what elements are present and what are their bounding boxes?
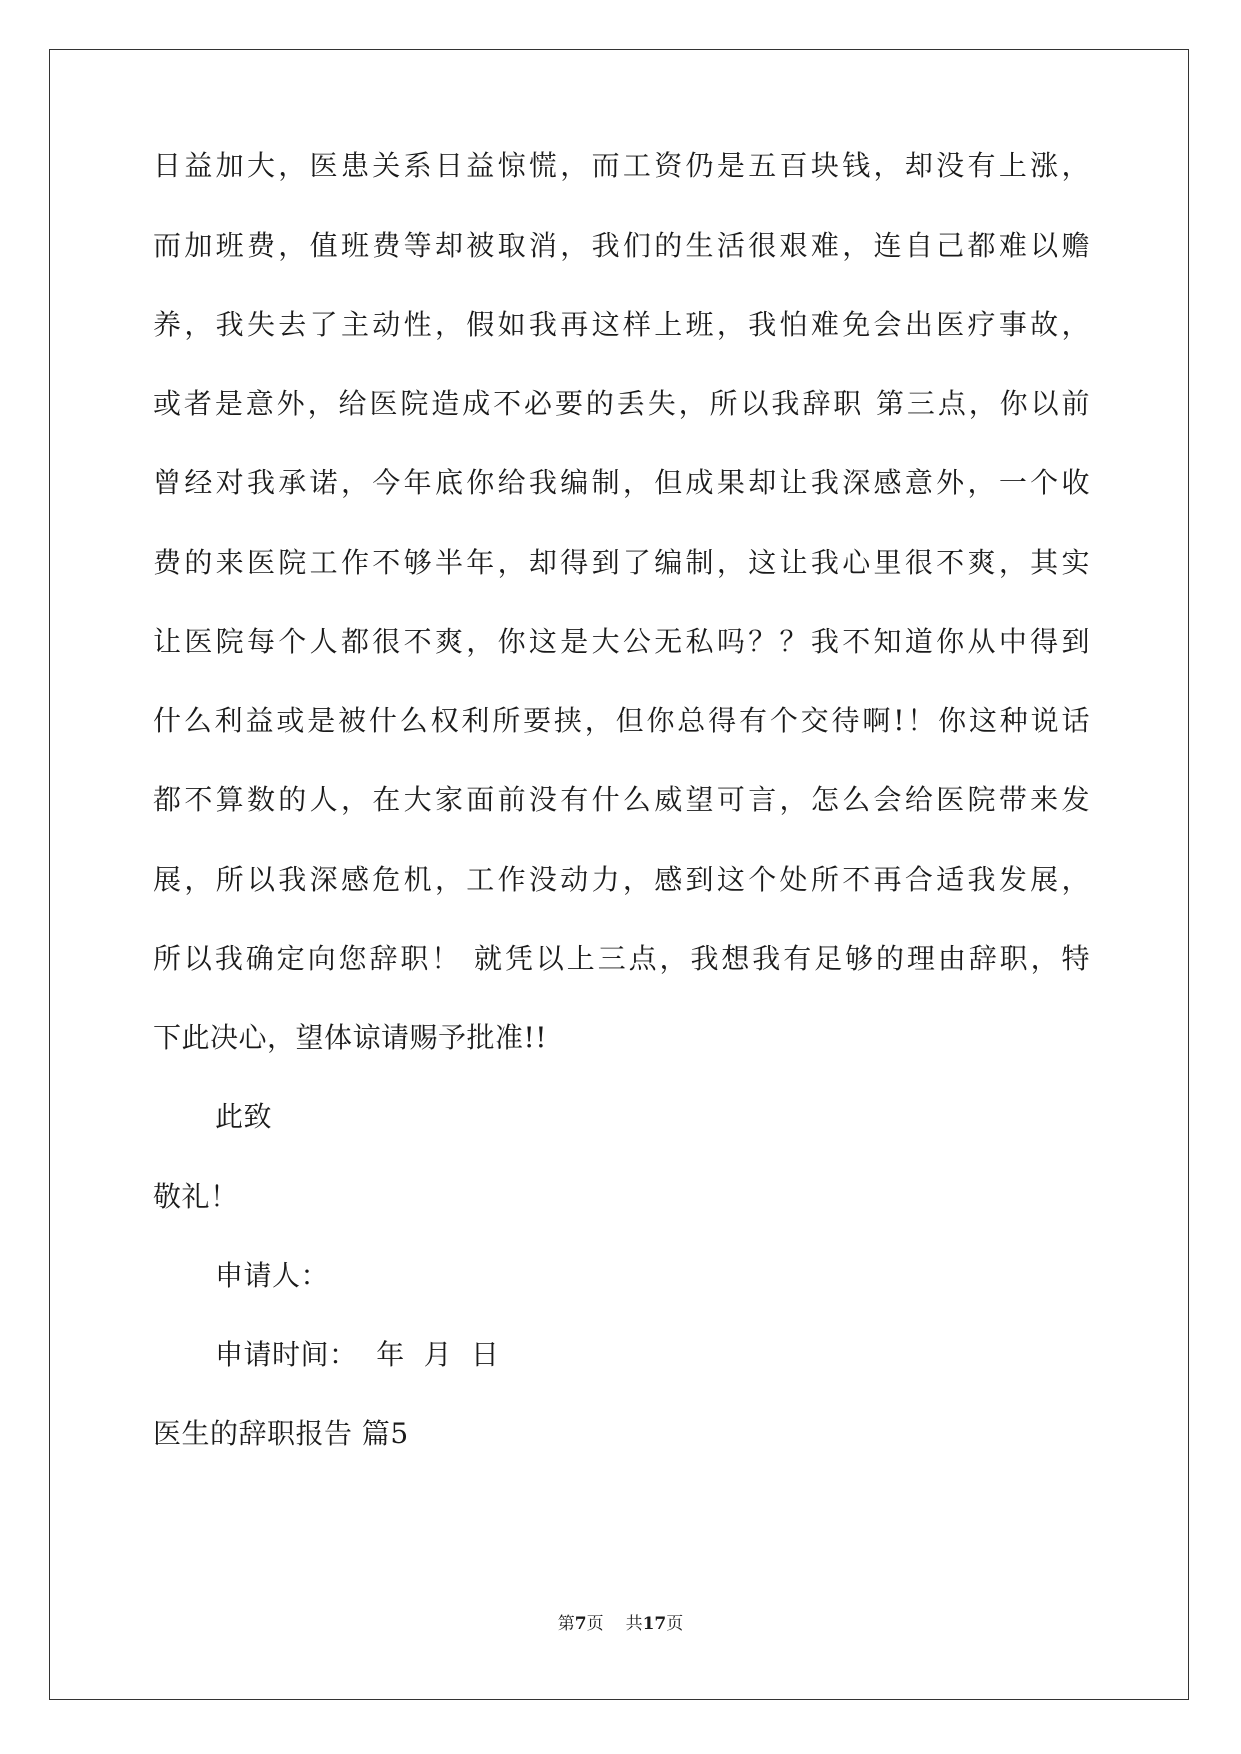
closing-salutation: 此致: [215, 1100, 273, 1133]
body-line: 或者是意外，给医院造成不必要的丢失，所以我辞职 第三点，你以前: [153, 387, 1090, 420]
total-suffix: 页: [666, 1614, 684, 1634]
applicant-label: 申请人：: [215, 1259, 330, 1292]
body-line: 什么利益或是被什么权利所要挟，但你总得有个交待啊!！你这种说话: [153, 704, 1090, 737]
body-line: 而加班费，值班费等却被取消，我们的生活很艰难，连自己都难以赡: [153, 229, 1090, 262]
body-line: 所以我确定向您辞职！ 就凭以上三点，我想我有足够的理由辞职，特: [153, 942, 1090, 975]
body-line: 日益加大，医患关系日益惊慌，而工资仍是五百块钱，却没有上涨，: [153, 149, 1090, 182]
body-line: 养，我失去了主动性，假如我再这样上班，我怕难免会出医疗事故，: [153, 308, 1090, 341]
body-line: 都不算数的人，在大家面前没有什么威望可言，怎么会给医院带来发: [153, 783, 1090, 816]
body-line: 让医院每个人都很不爽，你这是大公无私吗？？我不知道你从中得到: [153, 625, 1090, 658]
body-line: 下此决心，望体谅请赐予批准!!: [153, 1021, 548, 1054]
section-heading: 医生的辞职报告 篇5: [153, 1417, 409, 1450]
body-line: 展，所以我深感危机，工作没动力，感到这个处所不再合适我发展，: [153, 863, 1090, 896]
body-line: 曾经对我承诺，今年底你给我编制，但成果却让我深感意外，一个收: [153, 466, 1090, 499]
closing-respect: 敬礼！: [153, 1180, 239, 1213]
application-date-label: 申请时间： 年 月 日: [215, 1338, 500, 1371]
page-footer: [0, 1613, 1241, 1635]
page-total: 17: [642, 1614, 667, 1634]
page-current: 7: [574, 1614, 587, 1634]
page-prefix: 第: [557, 1614, 575, 1634]
body-line: 费的来医院工作不够半年，却得到了编制，这让我心里很不爽，其实: [153, 546, 1090, 579]
page-suffix: 页: [586, 1614, 604, 1634]
total-prefix: 共: [625, 1614, 643, 1634]
